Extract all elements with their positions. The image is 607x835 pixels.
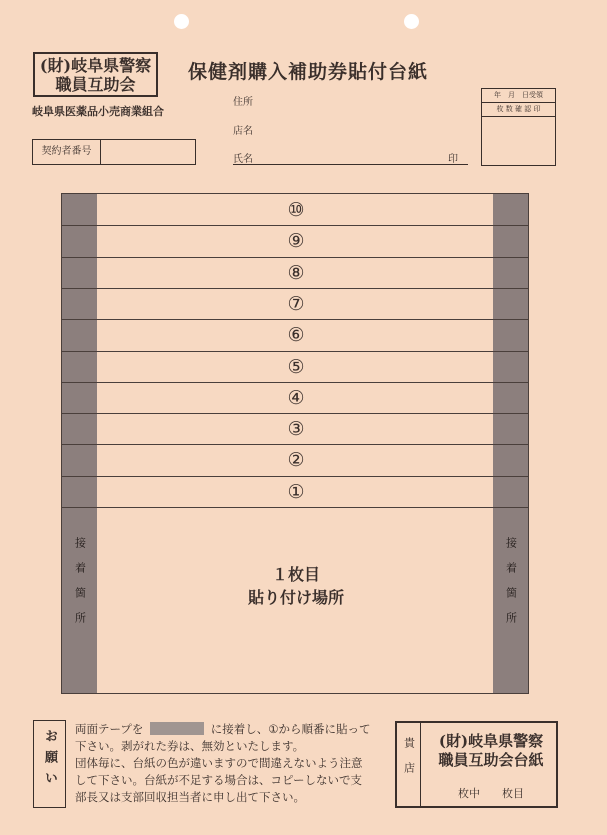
contract-number-box [32,139,196,165]
contract-number-field[interactable] [102,140,195,164]
notice-line1-part2: に接着し、①から順番に貼って [210,722,371,736]
notice-line5: 部長又は支部回収担当者に申し出て下さい。 [75,790,305,804]
org-title-line1: (財)岐阜県警察 [39,56,152,75]
adhesive-label-left [62,537,97,637]
recipient-title [427,732,555,770]
recipient-side [397,723,421,806]
seal-mark: 印 [448,154,458,165]
ticket-slot-number: ⑦ [287,292,305,315]
main-label-line1: １枚目 [271,565,320,584]
pasting-area [61,193,529,694]
ticket-slot-number: ⑧ [287,261,305,284]
ticket-slot-line [62,413,528,414]
adhesive-label-text-left: 接着箇所 [73,537,87,637]
notice-line4: して下さい。台紙が不足する場合は、コピーしないで支 [75,773,363,787]
recipient-count: 枚中 枚目 [458,787,524,800]
ticket-slot-line [62,507,528,508]
adhesive-label-text-right: 接着箇所 [504,537,518,637]
ticket-slot-number: ⑤ [287,355,305,378]
receipt-box [481,88,556,166]
ticket-slot-line [62,319,528,320]
recipient-line2: 職員互助会台紙 [438,751,544,769]
union-name: 岐阜県医薬品小売商業組合 [32,105,164,118]
notice-line1-part1: 両面テープを [75,722,144,736]
notice-label: お願い [42,729,57,792]
form-title: 保健剤購入補助券貼付台紙 [188,61,429,83]
ticket-slot-line [62,382,528,383]
receipt-count-row: 枚 数 確 認 印 [482,103,555,117]
ticket-slot-number: ② [287,449,305,472]
shop-label: 店名 [233,126,253,137]
receipt-date-row: 年 月 日受領 [482,89,555,103]
ticket-slot-line [62,476,528,477]
address-label: 住所 [233,97,253,108]
notice-line1 [75,721,371,738]
ticket-slot-number: ⑩ [287,199,305,221]
ticket-slot-line [62,225,528,226]
ticket-slot-number: ⑨ [287,230,305,253]
punch-hole-left [174,14,189,29]
main-label [97,563,495,609]
tape-sample-swatch [150,722,204,735]
notice-line3: 団体毎に、台紙の色が違いますので間違えないよう注意 [75,756,363,770]
recipient-side-label: 貴店 [402,737,416,787]
org-title-line2: 職員互助会 [55,75,136,94]
name-field[interactable] [233,148,468,165]
org-stamp-box [33,52,158,97]
recipient-box [395,721,558,808]
notice-line2: 下さい。剥がれた券は、無効といたします。 [75,739,305,753]
ticket-slot-number: ③ [287,418,305,441]
name-label: 氏名 [233,154,253,165]
ticket-slot-number: ④ [287,386,305,409]
adhesive-label-right [493,537,528,637]
recipient-line1: (財)岐阜県警察 [438,732,544,750]
ticket-slot-number: ① [287,480,305,503]
main-label-line2: 貼り付け場所 [247,588,344,607]
punch-hole-right [404,14,419,29]
notice-text [75,721,371,806]
notice-box [33,720,66,808]
contract-number-label: 契約者番号 [33,140,101,164]
ticket-slot-line [62,257,528,258]
ticket-slot-line [62,351,528,352]
ticket-slot-line [62,444,528,445]
ticket-slot-number: ⑥ [287,324,305,347]
ticket-slot-line [62,288,528,289]
